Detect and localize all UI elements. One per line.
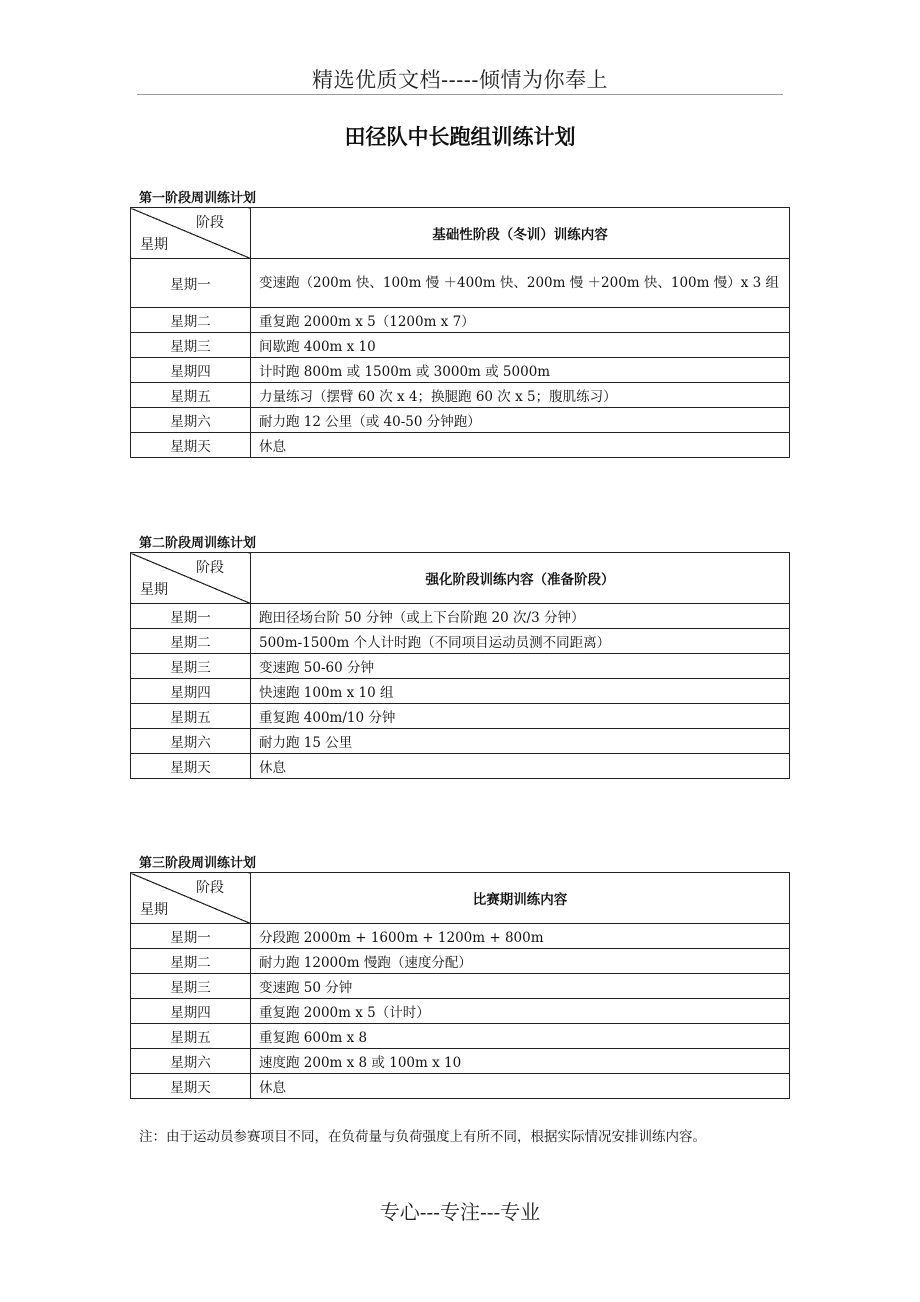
table-row <box>131 259 790 308</box>
section-1-table <box>130 207 790 458</box>
content-cell: 变速跑 50-60 分钟 <box>251 654 790 679</box>
page-header: 精选优质文档-----倾情为你奉上 <box>312 68 608 92</box>
content-cell: 分段跑 2000m + 1600m + 1200m + 800m <box>251 924 790 949</box>
corner-stage-label: 阶段 <box>196 560 224 576</box>
content-cell: 速度跑 200m x 8 或 100m x 10 <box>251 1049 790 1074</box>
day-cell: 星期一 <box>131 259 251 308</box>
content-header: 比赛期训练内容 <box>251 873 790 924</box>
content-cell: 重复跑 2000m x 5（1200m x 7） <box>251 308 790 333</box>
header-rule <box>137 94 783 95</box>
day-cell: 星期天 <box>131 433 251 458</box>
table-row <box>131 358 790 383</box>
content-cell: 重复跑 400m/10 分钟 <box>251 704 790 729</box>
content-cell: 重复跑 600m x 8 <box>251 1024 790 1049</box>
day-cell: 星期五 <box>131 383 251 408</box>
section-2-label: 第二阶段周训练计划 <box>139 536 257 551</box>
table-row <box>131 629 790 654</box>
corner-weekday-label: 星期 <box>140 237 168 253</box>
content-cell: 重复跑 2000m x 5（计时） <box>251 999 790 1024</box>
day-cell: 星期二 <box>131 949 251 974</box>
content-cell: 耐力跑 15 公里 <box>251 729 790 754</box>
content-cell: 休息 <box>251 433 790 458</box>
day-cell: 星期二 <box>131 629 251 654</box>
table-row <box>131 1074 790 1099</box>
table-header-row <box>131 208 790 259</box>
page-footer: 专心---专注---专业 <box>379 1200 541 1224</box>
corner-cell <box>131 553 251 604</box>
day-cell: 星期四 <box>131 999 251 1024</box>
day-cell: 星期三 <box>131 974 251 999</box>
table-row <box>131 333 790 358</box>
day-cell: 星期六 <box>131 1049 251 1074</box>
corner-weekday-label: 星期 <box>140 902 168 918</box>
day-cell: 星期天 <box>131 754 251 779</box>
content-cell: 变速跑（200m 快、100m 慢 ＋400m 快、200m 慢 ＋200m 快、100m 慢）x 3 组 <box>251 259 790 308</box>
content-cell: 500m-1500m 个人计时跑（不同项目运动员测不同距离） <box>251 629 790 654</box>
table-row <box>131 704 790 729</box>
section-3-label: 第三阶段周训练计划 <box>139 856 257 871</box>
day-cell: 星期三 <box>131 333 251 358</box>
day-cell: 星期五 <box>131 1024 251 1049</box>
day-cell: 星期一 <box>131 604 251 629</box>
table-row <box>131 679 790 704</box>
table-row <box>131 1024 790 1049</box>
table-row <box>131 433 790 458</box>
content-cell: 变速跑 50 分钟 <box>251 974 790 999</box>
table-row <box>131 949 790 974</box>
content-cell: 跑田径场台阶 50 分钟（或上下台阶跑 20 次/3 分钟） <box>251 604 790 629</box>
content-cell: 休息 <box>251 754 790 779</box>
content-cell: 快速跑 100m x 10 组 <box>251 679 790 704</box>
corner-stage-label: 阶段 <box>196 880 224 896</box>
day-cell: 星期天 <box>131 1074 251 1099</box>
content-cell: 耐力跑 12000m 慢跑（速度分配） <box>251 949 790 974</box>
table-header-row <box>131 553 790 604</box>
section-2-table <box>130 552 790 779</box>
table-row <box>131 408 790 433</box>
day-cell: 星期六 <box>131 729 251 754</box>
day-cell: 星期五 <box>131 704 251 729</box>
table-row <box>131 1049 790 1074</box>
day-cell: 星期四 <box>131 679 251 704</box>
table-row <box>131 654 790 679</box>
corner-cell <box>131 873 251 924</box>
content-header: 强化阶段训练内容（准备阶段） <box>251 553 790 604</box>
section-3-table <box>130 872 790 1099</box>
content-cell: 耐力跑 12 公里（或 40-50 分钟跑） <box>251 408 790 433</box>
section-1-label: 第一阶段周训练计划 <box>139 191 257 206</box>
day-cell: 星期二 <box>131 308 251 333</box>
footnote: 注：由于运动员参赛项目不同，在负荷量与负荷强度上有所不同，根据实际情况安排训练内容。 <box>139 1129 706 1145</box>
content-cell: 间歇跑 400m x 10 <box>251 333 790 358</box>
day-cell: 星期三 <box>131 654 251 679</box>
table-row <box>131 924 790 949</box>
day-cell: 星期四 <box>131 358 251 383</box>
corner-cell <box>131 208 251 259</box>
table-row <box>131 999 790 1024</box>
table-row <box>131 383 790 408</box>
content-cell: 力量练习（摆臂 60 次 x 4；换腿跑 60 次 x 5；腹肌练习） <box>251 383 790 408</box>
content-cell: 休息 <box>251 1074 790 1099</box>
table-row <box>131 729 790 754</box>
day-cell: 星期六 <box>131 408 251 433</box>
table-row <box>131 604 790 629</box>
day-cell: 星期一 <box>131 924 251 949</box>
corner-weekday-label: 星期 <box>140 582 168 598</box>
table-row <box>131 754 790 779</box>
content-cell: 计时跑 800m 或 1500m 或 3000m 或 5000m <box>251 358 790 383</box>
corner-stage-label: 阶段 <box>196 215 224 231</box>
table-header-row <box>131 873 790 924</box>
document-title: 田径队中长跑组训练计划 <box>344 125 576 149</box>
table-row <box>131 974 790 999</box>
table-row <box>131 308 790 333</box>
content-header: 基础性阶段（冬训）训练内容 <box>251 208 790 259</box>
